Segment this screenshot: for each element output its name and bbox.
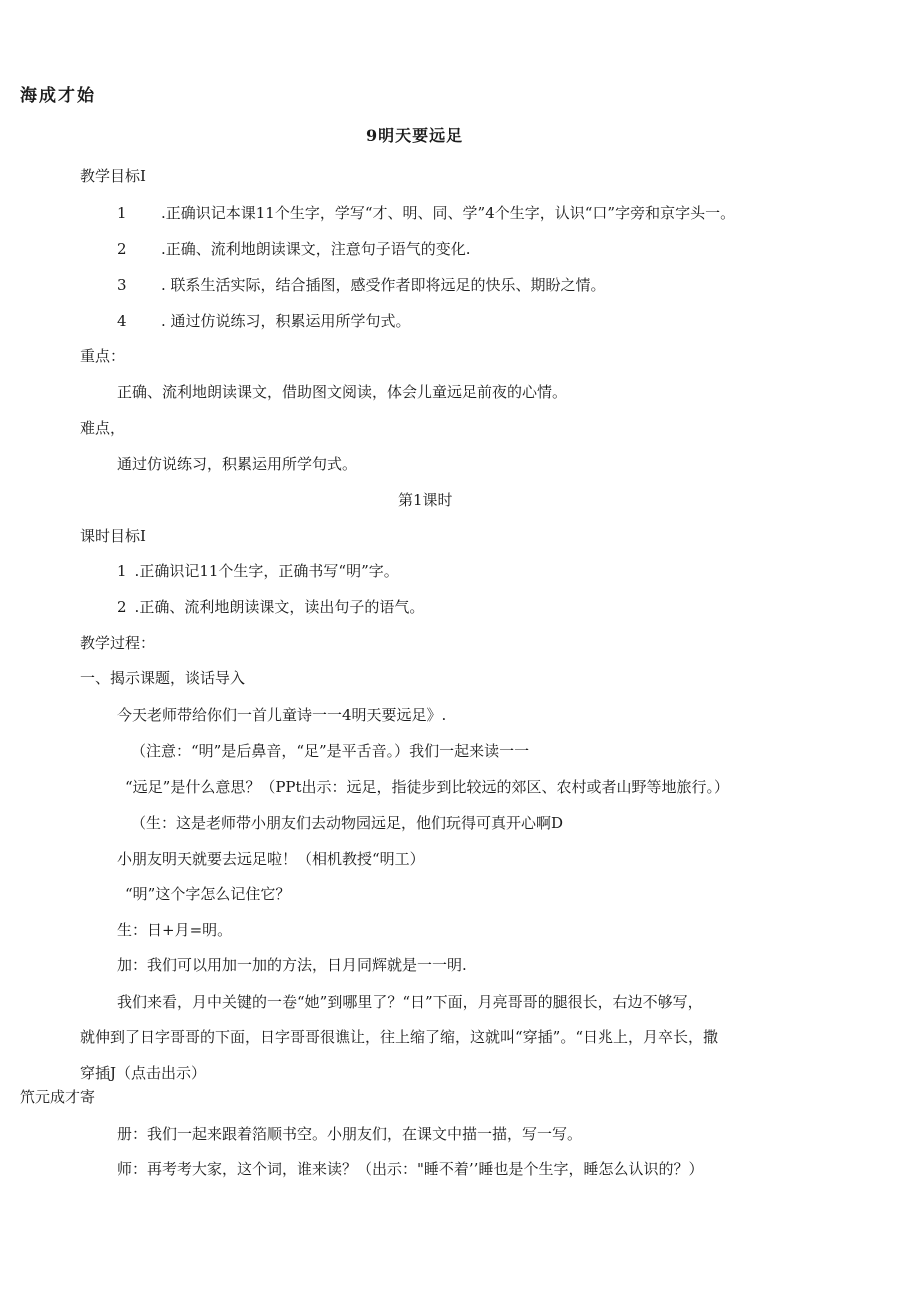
objective-number: 4 (117, 312, 127, 330)
objective-number: 1 (117, 204, 127, 222)
body-line: 小朋友明天就要去远足啦！（相机教授“明工） (117, 850, 425, 868)
lesson-objectives-heading: 课时目标I (80, 527, 146, 545)
objective-item-2 (117, 239, 471, 259)
lesson-objective-item-2 (117, 597, 424, 617)
body-line: “明”这个字怎么记住它？ (125, 885, 291, 903)
body-line: “远足”是什么意思？（PPt出示：远足，指徒步到比较远的郊区、农村或者山野等地旅行。） (125, 778, 730, 796)
body-line: 册：我们一起来跟着箔顺书空。小朋友们，在课文中描一描，写一写。 (117, 1125, 583, 1143)
body-line: 穿插J（点击出示） (80, 1064, 207, 1082)
objective-number: 2 (117, 598, 127, 616)
body-line: 今天老师带给你们一首儿童诗一一4明天要远足》. (117, 706, 447, 724)
body-line: 就伸到了日字哥哥的下面，日字哥哥很谯让，往上缩了缩，这就叫“穿插”。“日兆上，月卒长，撒 (80, 1028, 719, 1046)
objective-text: .正确、流利地朗读课文，读出句子的语气。 (134, 598, 425, 616)
difficulty-heading: 难点， (80, 419, 126, 437)
section-heading: 一、揭示课题，谈话导入 (80, 669, 246, 687)
objective-item-3 (117, 275, 606, 295)
objective-number: 2 (117, 240, 127, 258)
objective-text: .正确识记本课11个生字，学写“才、明、同、学”4个生字，认识“口”字旁和京字头一。 (161, 204, 736, 222)
difficulty-text: 通过仿说练习，积累运用所学句式。 (117, 455, 358, 473)
body-line: （注意：“明”是后鼻音，“足”是平舌音。）我们一起来读一一 (131, 742, 530, 760)
body-line: 我们来看，月中关键的一卷“她”到哪里了？“日”下面，月亮哥哥的腿很长，右边不够写， (117, 993, 703, 1011)
objective-text: .正确、流利地朗读课文，注意句子语气的变化. (161, 240, 471, 258)
objective-text: . 通过仿说练习，积累运用所学句式。 (161, 312, 411, 330)
objective-item-4 (117, 311, 411, 331)
header-brand: 海成才始 (20, 86, 96, 106)
process-heading: 教学过程： (80, 634, 156, 652)
lesson-heading: 第1课时 (398, 491, 453, 509)
body-line: 加：我们可以用加一加的方法，日月同辉就是一一明. (117, 956, 467, 974)
objective-item-1 (117, 203, 735, 223)
objectives-heading: 教学目标I (80, 167, 146, 185)
body-line: （生：这是老师带小朋友们去动物园远足，他们玩得可真开心啊D (131, 814, 564, 832)
body-line: 师：再考考大家，这个词，谁来读？（出示："睡不着’’睡也是个生字，睡怎么认识的？） (117, 1160, 704, 1178)
page-title: 9明天要远足 (366, 126, 464, 145)
key-text: 正确、流利地朗读课文，借助图文阅读，体会儿童远足前夜的心情。 (117, 383, 568, 401)
footer-mark: 笊元成才寄 (20, 1088, 96, 1106)
key-heading: 重点： (80, 347, 126, 365)
objective-number: 3 (117, 276, 127, 294)
lesson-objective-item-1 (117, 561, 399, 581)
objective-text: . 联系生活实际，结合插图，感受作者即将远足的快乐、期盼之情。 (161, 276, 606, 294)
body-line: 生：日+月=明。 (117, 921, 233, 939)
objective-text: .正确识记11个生字，正确书写“明”字。 (134, 562, 399, 580)
objective-number: 1 (117, 562, 127, 580)
